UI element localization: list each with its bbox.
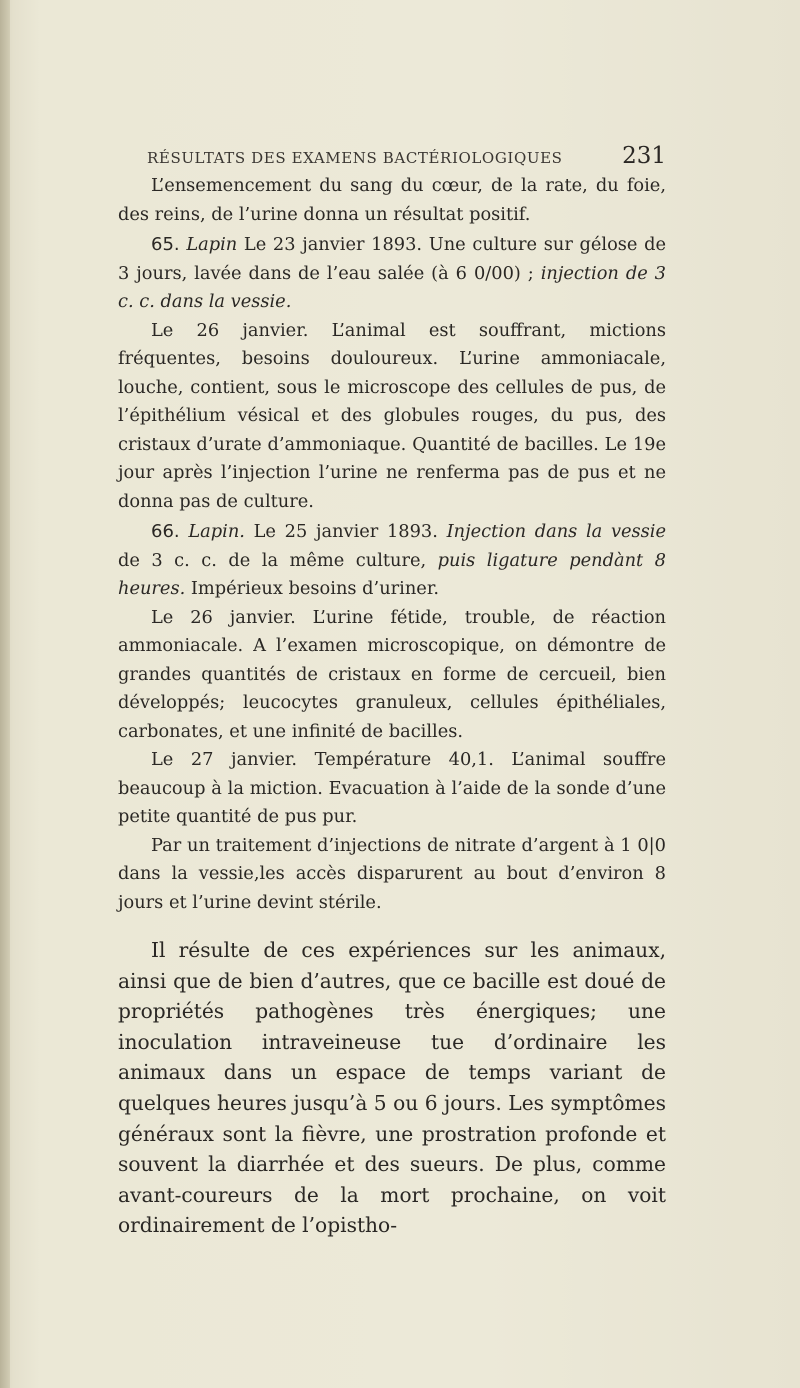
paragraph-26-janvier: Le 26 janvier. L’animal est souffrant, mictions fréquentes, besoins douloureux. L’urine ammoniacale, louche, contient, sous le microscope des cellules de pus, de l’épithélium vésical et des globules rouges, du pus, des cristaux d’urate d’ammoniaque. Quantité de bacilles. Le 19e jour après l’injection l’urine ne renferma pas de pus et ne donna pas de culture. [118,319,666,512]
paragraph-culture-result: L’ensemencement du sang du cœur, de la rate, du foie, des reins, de l’urine donna un résultat positif. [118,175,666,225]
observation-italic: injection de 3 c. c. dans la vessie. [118,262,666,312]
observation-number: 66. [151,521,180,542]
observation-text: Impérieux besoins d’uriner. [185,578,440,599]
observation-66 [118,518,666,604]
paragraph-27-janvier: Le 27 janvier. Température 40,1. L’animal souffre beaucoup à la miction. Evacuation à l’aide de la sonde d’une petite quantité de pus pur. [118,749,666,827]
observation-text: Le 25 janvier 1893. [244,521,447,542]
running-head [120,143,666,171]
running-head-title: RÉSULTATS DES EXAMENS BACTÉRIOLOGIQUES [147,149,563,167]
observation-animal: Lapin [186,234,238,255]
paragraph-26-janvier-urine: Le 26 janvier. L’urine fétide, trouble, de réaction ammoniacale. A l’examen microscopique, on démontre de grandes quantités de cristaux en forme de cercueil, bien développés; leucocytes granuleux, cellules épithéliales, carbonates, et une infinité de bacilles. [118,606,666,742]
page-number: 231 [622,143,666,169]
observation-animal: Lapin. [188,521,245,542]
observation-text: de 3 c. c. de la même culture, [118,549,438,571]
binding-gutter [0,0,10,1388]
conclusion-section [118,935,666,1241]
observation-italic: puis ligature pendànt 8 heures. [118,549,666,599]
page-body [118,172,666,1241]
observation-text: Le 23 janvier 1893. Une culture sur gélose de 3 jours, lavée dans de l’eau salée (à 6 0/00) ; [118,234,666,284]
paragraph-traitement: Par un traitement d’injections de nitrate d’argent à 1 0|0 dans la vessie,les accès disparurent au bout d’environ 8 jours et l’urine devint stérile. [118,834,666,913]
observation-number: 65. [151,234,180,255]
observation-section [118,172,666,917]
observation-65 [118,231,666,317]
observation-italic: Injection dans la vessie [446,521,667,542]
paragraph-conclusion: Il résulte de ces expériences sur les animaux, ainsi que de bien d’autres, que ce bacille est doué de propriétés pathogènes très énergiques; une inoculation intraveineuse tue d’ordinaire les animaux dans un espace de temps variant de quelques heures jusqu’à 5 ou 6 jours. Les symptômes généraux sont la fièvre, une prostration profonde et souvent la diarrhée et des sueurs. De plus, comme avant-coureurs de la mort prochaine, on voit ordinairement de l’opistho- [118,938,666,1238]
